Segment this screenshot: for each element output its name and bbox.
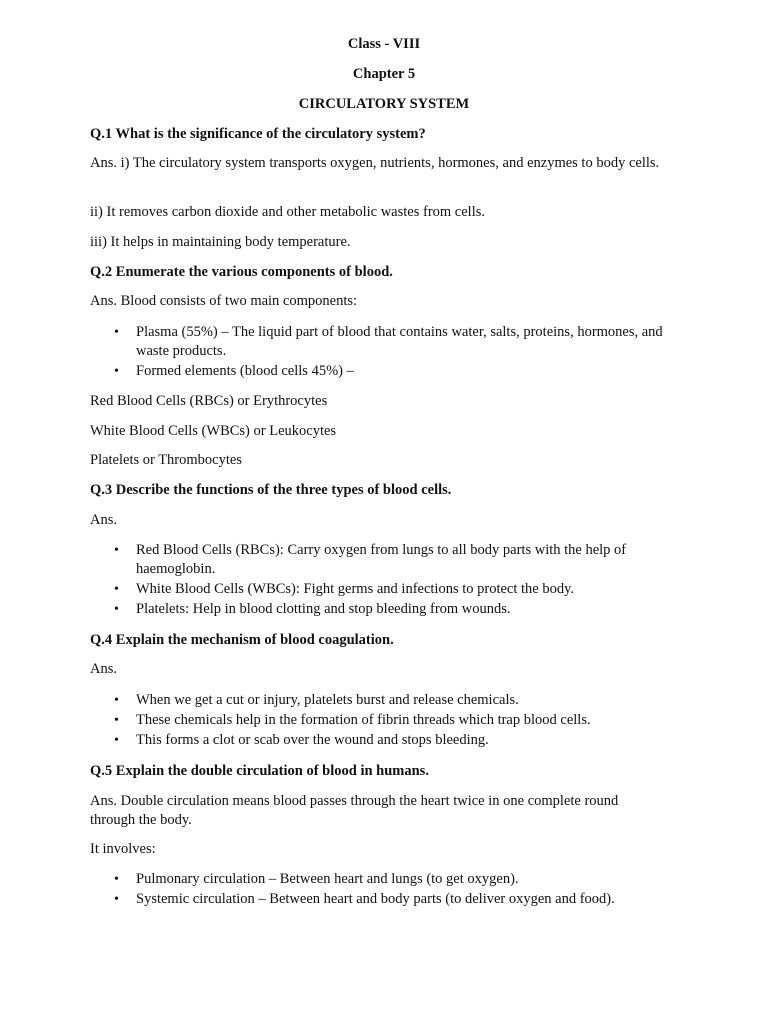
q3-question: Q.3 Describe the functions of the three types of blood cells. — [90, 482, 452, 498]
q5-intro: Ans. Double circulation means blood passes through the heart twice in one complete round through the body. — [90, 793, 619, 828]
list-item: • Platelets: Help in blood clotting and stop bleeding from wounds. — [90, 600, 670, 619]
q1-answer-2: ii) It removes carbon dioxide and other metabolic wastes from cells. — [90, 204, 485, 220]
chapter-title: CIRCULATORY SYSTEM — [298, 96, 470, 112]
q1-question: Q.1 What is the significance of the circulatory system? — [90, 126, 426, 142]
q2-cell-type-2: White Blood Cells (WBCs) or Leukocytes — [90, 423, 337, 439]
class-heading: Class - VIII — [347, 36, 421, 52]
q2-cell-type-3: Platelets or Thrombocytes — [90, 452, 242, 468]
list-item: • Pulmonary circulation – Between heart and lungs (to get oxygen). — [90, 870, 670, 889]
list-item: • White Blood Cells (WBCs): Fight germs and infections to protect the body. — [90, 580, 670, 599]
q2-question: Q.2 Enumerate the various components of blood. — [90, 264, 393, 280]
q4-bullet-list — [90, 691, 670, 750]
q3-bullet-list — [90, 541, 670, 619]
q5-question: Q.5 Explain the double circulation of blood in humans. — [90, 763, 429, 779]
list-item: • This forms a clot or scab over the wound and stops bleeding. — [90, 731, 670, 750]
list-item: • Formed elements (blood cells 45%) – — [90, 362, 670, 381]
q2-intro: Ans. Blood consists of two main components: — [90, 293, 358, 309]
q2-cell-type-1: Red Blood Cells (RBCs) or Erythrocytes — [90, 393, 328, 409]
list-item: • These chemicals help in the formation of fibrin threads which trap blood cells. — [90, 711, 670, 730]
q5-involves: It involves: — [90, 841, 156, 857]
q3-intro: Ans. — [90, 512, 117, 528]
list-item: • Plasma (55%) – The liquid part of blood that contains water, salts, proteins, hormones, and waste products. — [90, 323, 670, 361]
q5-bullet-list — [90, 870, 670, 909]
q4-intro: Ans. — [90, 661, 117, 677]
q1-answer-1: Ans. i) The circulatory system transports oxygen, nutrients, hormones, and enzymes to body cells. — [90, 155, 660, 171]
list-item: • When we get a cut or injury, platelets burst and release chemicals. — [90, 691, 670, 710]
q1-answer-3: iii) It helps in maintaining body temperature. — [90, 234, 351, 250]
list-item: • Systemic circulation – Between heart and body parts (to deliver oxygen and food). — [90, 890, 670, 909]
q4-question: Q.4 Explain the mechanism of blood coagulation. — [90, 632, 394, 648]
q2-bullet-list — [90, 323, 670, 381]
list-item: • Red Blood Cells (RBCs): Carry oxygen from lungs to all body parts with the help of haemoglobin. — [90, 541, 670, 579]
chapter-heading: Chapter 5 — [352, 66, 416, 82]
